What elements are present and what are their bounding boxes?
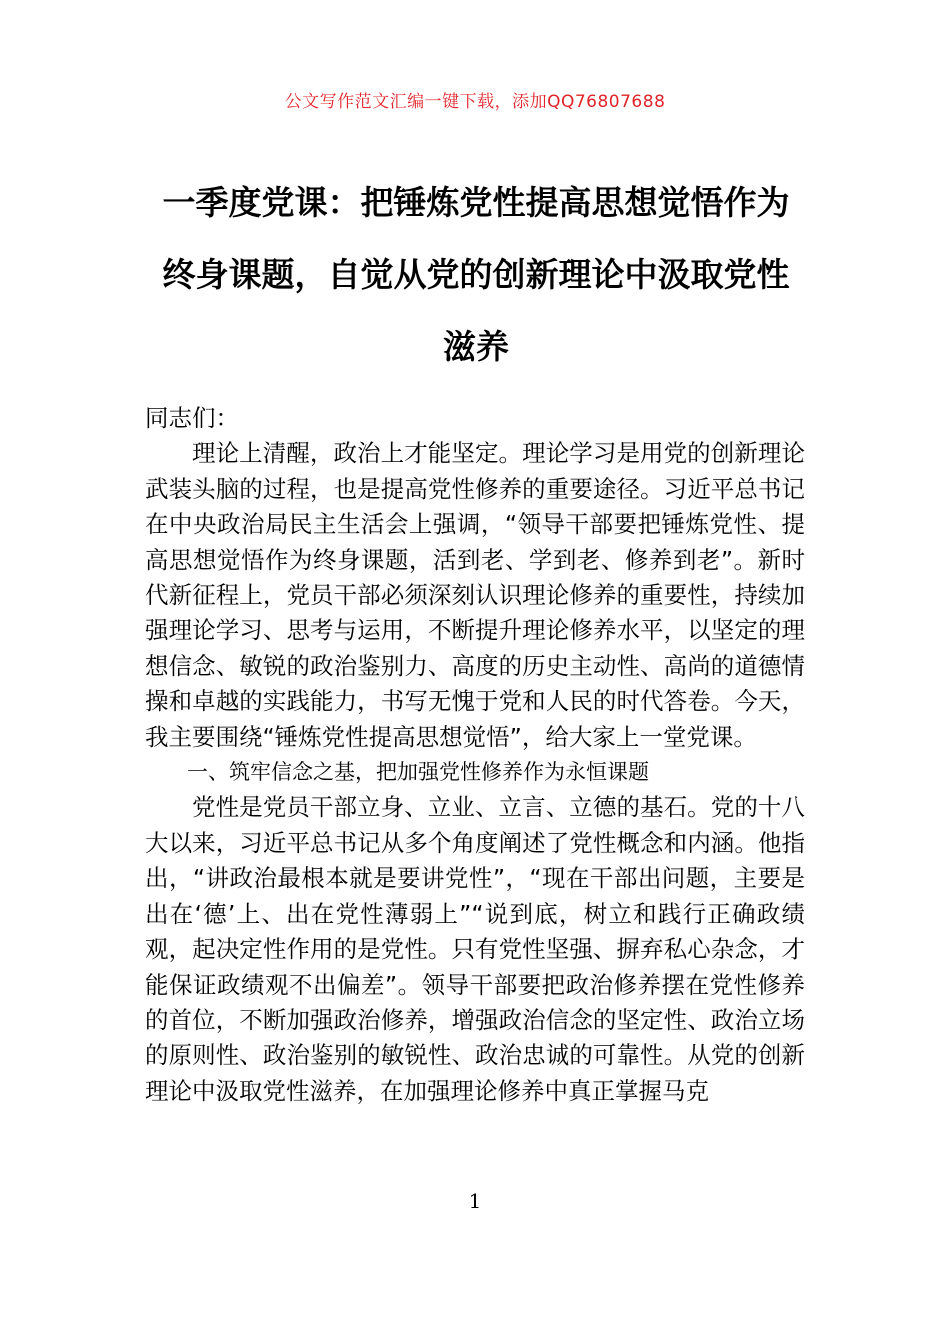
document-body [145, 401, 805, 1109]
paragraph: 理论上清醒，政治上才能坚定。理论学习是用党的创新理论武装头脑的过程，也是提高党性修养的重要途径。习近平总书记在中央政治局民主生活会上强调，“领导干部要把锤炼党性、提高思想觉悟作为终身课题，活到老、学到老、修养到老”。新时代新征程上，党员干部必须深刻认识理论修养的重要性，持续加强理论学习、思考与运用，不断提升理论修养水平，以坚定的理想信念、敏锐的政治鉴别力、高度的历史主动性、高尚的道德情操和卓越的实践能力，书写无愧于党和人民的时代答卷。今天，我主要围绕“锤炼党性提高思想觉悟”，给大家上一堂党课。 [145, 439, 805, 751]
promo-header: 公文写作范文汇编一键下载，添加QQ76807688 [284, 92, 666, 112]
document-title: 一季度党课：把锤炼党性提高思想觉悟作为终身课题，自觉从党的创新理论中汲取党性滋养 [162, 183, 790, 366]
section-heading: 一、筑牢信念之基，把加强党性修养作为永恒课题 [187, 760, 649, 785]
paragraph: 党性是党员干部立身、立业、立言、立德的基石。党的十八大以来，习近平总书记从多个角度阐述了党性概念和内涵。他指出，“讲政治最根本就是要讲党性”，“现在干部出问题，主要是出在‘德’上、出在党性薄弱上”“说到底，树立和践行正确政绩观，起决定性作用的是党性。只有党性坚强、摒弃私心杂念，才能保证政绩观不出偏差”。领导干部要把政治修养摆在党性修养的首位，不断加强政治修养，增强政治信念的坚定性、政治立场的原则性、政治鉴别的敏锐性、政治忠诚的可靠性。从党的创新理论中汲取党性滋养，在加强理论修养中真正掌握马克 [145, 793, 805, 1105]
salutation: 同志们： [145, 404, 239, 432]
page-number: 1 [468, 1189, 482, 1213]
